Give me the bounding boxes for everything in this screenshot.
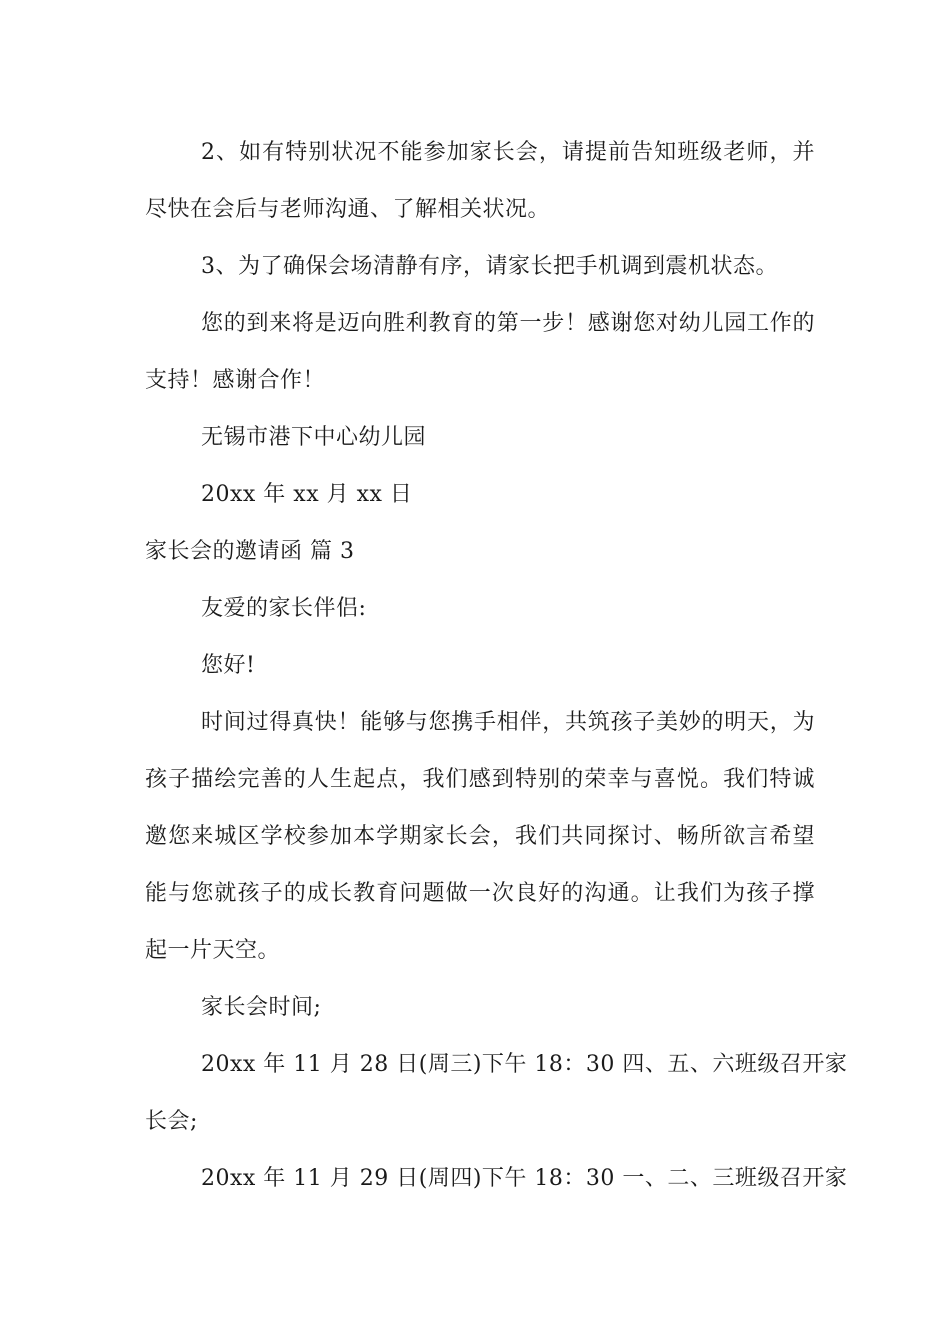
paragraph-line: 2、如有特别状况不能参加家长会，请提前告知班级老师，并 (201, 140, 815, 165)
schedule-line: 长会; (145, 1109, 198, 1134)
paragraph-line: 3、为了确保会场清静有序，请家长把手机调到震机状态。 (201, 254, 778, 279)
paragraph-line: 孩子描绘完善的人生起点，我们感到特别的荣幸与喜悦。我们特诚 (145, 767, 815, 792)
paragraph-line: 能与您就孩子的成长教育问题做一次良好的沟通。让我们为孩子撑 (145, 881, 815, 906)
paragraph-line: 时间过得真快！能够与您携手相伴，共筑孩子美妙的明天，为 (201, 710, 815, 735)
greeting: 您好! (201, 653, 256, 678)
paragraph-line: 尽快在会后与老师沟通、了解相关状况。 (145, 197, 551, 222)
paragraph-line: 起一片天空。 (145, 938, 281, 963)
schedule-line: 20xx 年 11 月 28 日(周三)下午 18：30 四、五、六班级召开家 (201, 1052, 848, 1077)
paragraph-line: 您的到来将是迈向胜利教育的第一步！感谢您对幼儿园工作的 (201, 311, 815, 336)
signature-organization: 无锡市港下中心幼儿园 (201, 425, 427, 450)
schedule-line: 20xx 年 11 月 29 日(周四)下午 18：30 一、二、三班级召开家 (201, 1166, 848, 1191)
salutation: 友爱的家长伴侣: (201, 596, 367, 621)
paragraph-line: 邀您来城区学校参加本学期家长会，我们共同探讨、畅所欲言希望 (145, 824, 815, 849)
meeting-time-label: 家长会时间; (201, 995, 322, 1020)
section-heading: 家长会的邀请函 篇 3 (145, 539, 355, 564)
paragraph-line: 支持！感谢合作！ (145, 368, 326, 393)
signature-date: 20xx 年 xx 月 xx 日 (201, 482, 413, 507)
